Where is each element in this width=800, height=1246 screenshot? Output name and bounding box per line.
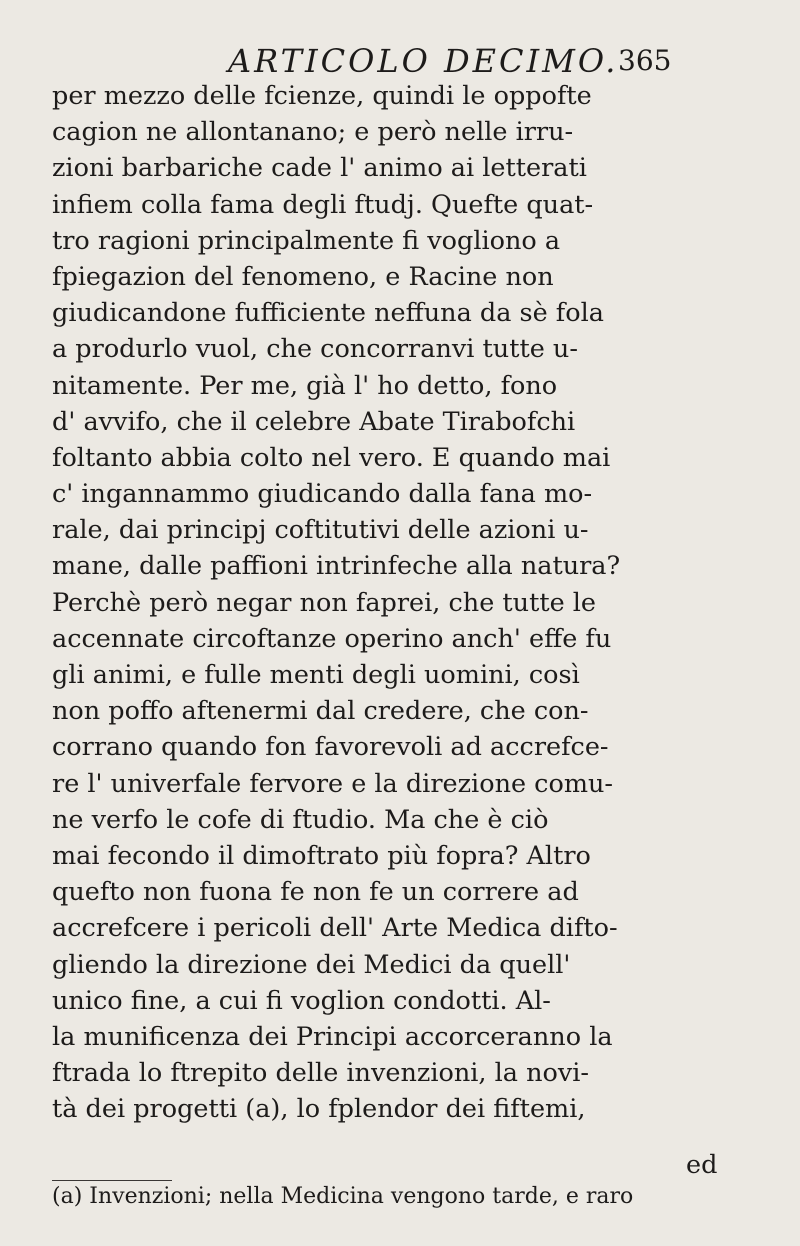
text-line: d' avvifo, che il celebre Abate Tirabofchi	[52, 406, 576, 437]
text-line: la munificenza dei Principi accorceranno la	[52, 1021, 613, 1052]
footnote-rule	[52, 1180, 172, 1181]
text-line: corrano quando fon favorevoli ad accrefce-	[52, 732, 609, 763]
text-line: non poffo aftenermi dal credere, che con-	[52, 696, 589, 727]
text-line: re l' univerfale fervore e la direzione comu-	[52, 768, 614, 799]
footnote: (a) Invenzioni; nella Medicina vengono tarde, e raro	[52, 1184, 634, 1209]
text-line: a produrlo vuol, che concorranvi tutte u-	[52, 334, 578, 365]
text-line: accennate circoftanze operino anch' effe fu	[52, 623, 612, 654]
text-line: per mezzo delle fcienze, quindi le oppofte	[52, 81, 592, 111]
text-line: gli animi, e fulle menti degli uomini, così	[52, 660, 580, 690]
text-line: foltanto abbia colto nel vero. E quando mai	[52, 442, 611, 473]
text-line: cagion ne allontanano; e però nelle irru-	[52, 117, 574, 148]
text-line: rale, dai principj coftitutivi delle azioni u-	[52, 515, 589, 546]
text-line: accrefcere i pericoli dell' Arte Medica difto-	[52, 913, 618, 944]
text-line: unico fine, a cui fi voglion condotti. Al-	[52, 985, 551, 1016]
text-line: ne verfo le cofe di ftudio. Ma che è ciò	[52, 804, 549, 835]
page-number: 365	[618, 44, 672, 77]
running-head-title: ARTICOLO DECIMO.	[228, 42, 619, 80]
text-line: gliendo la direzione dei Medici da quell'	[52, 949, 571, 980]
text-line: infiem colla fama degli ftudj. Quefte quat-	[52, 189, 594, 220]
text-line: mane, dalle paffioni intrinfeche alla natura?	[52, 551, 621, 582]
text-line: giudicandone fufficiente neffuna da sè fola	[52, 298, 604, 329]
catchword: ed	[686, 1150, 718, 1180]
body-text	[52, 78, 742, 1127]
text-line: zioni barbariche cade l' animo ai letterati	[52, 153, 587, 184]
text-line: ftrada lo ftrepito delle invenzioni, la novi-	[52, 1058, 590, 1089]
text-line: Perchè però negar non faprei, che tutte le	[52, 587, 597, 618]
text-line: tro ragioni principalmente fi vogliono a	[52, 225, 561, 256]
text-line: c' ingannammo giudicando dalla fana mo-	[52, 479, 593, 510]
text-line: nitamente. Per me, già l' ho detto, fono	[52, 370, 558, 401]
text-line: mai fecondo il dimoftrato più fopra? Altro	[52, 840, 591, 871]
text-line: tà dei progetti (a), lo fplendor dei fiftemi,	[52, 1094, 586, 1125]
text-line: quefto non fuona fe non fe un correre ad	[52, 877, 579, 908]
text-line: fpiegazion del fenomeno, e Racine non	[52, 261, 554, 292]
